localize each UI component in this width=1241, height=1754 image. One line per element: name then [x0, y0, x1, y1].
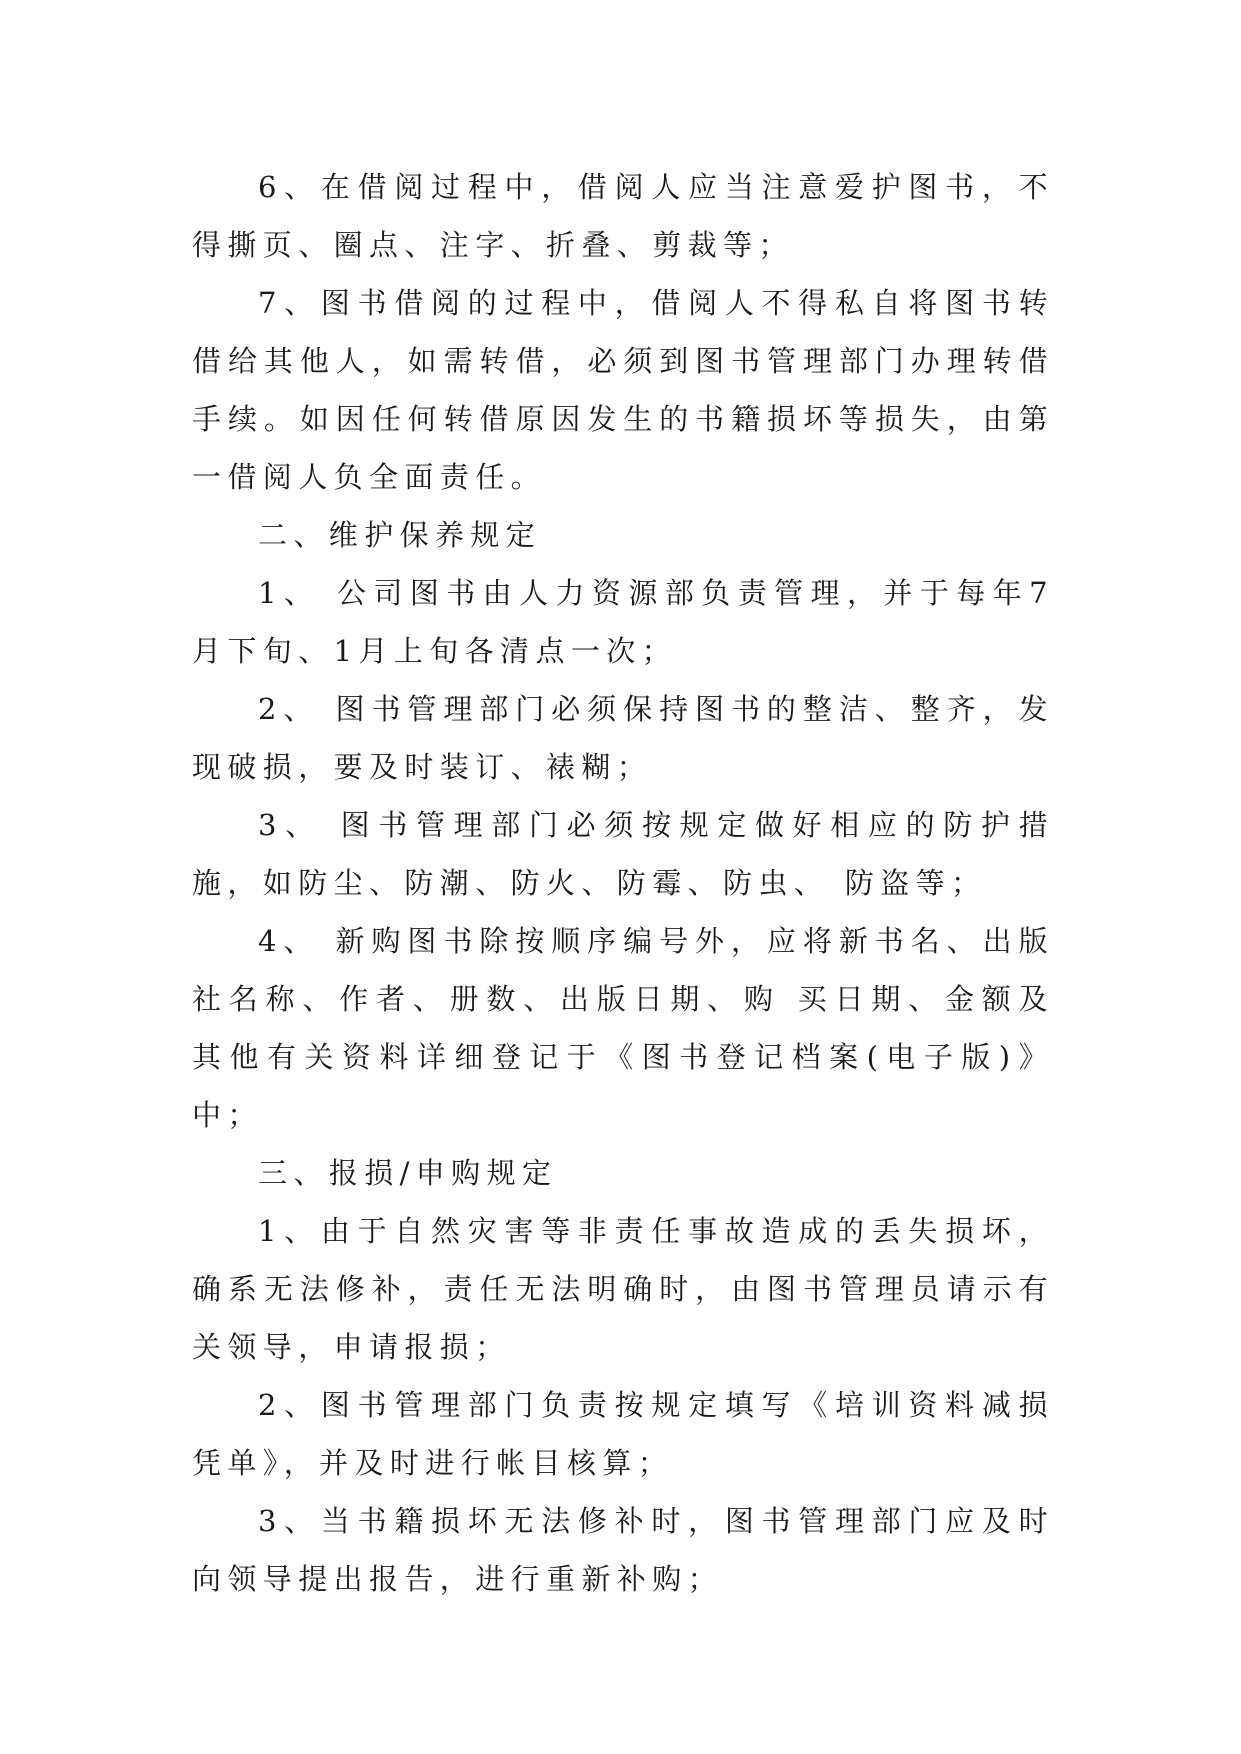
paragraph-loss-3: 3、当书籍损坏无法修补时，图书管理部门应及时向领导提出报告，进行重新补购；	[192, 1504, 1054, 1596]
paragraph-maintenance-1: 1、 公司图书由人力资源部负责管理，并于每年7月下旬、1月上旬各清点一次；	[192, 576, 1054, 668]
document-body	[192, 158, 1054, 1608]
paragraph-maintenance-4: 4、 新购图书除按顺序编号外，应将新书名、出版社名称、作者、册数、出版日期、购 买日期、金额及其他有关资料详细登记于《图书登记档案(电子版)》中；	[192, 924, 1054, 1132]
paragraph-loss-2: 2、图书管理部门负责按规定填写《培训资料减损凭单》，并及时进行帐目核算；	[192, 1388, 1054, 1480]
paragraph-maintenance-3: 3、 图书管理部门必须按规定做好相应的防护措施，如防尘、防潮、防火、防霉、防虫、 防盗等；	[192, 808, 1054, 900]
paragraph-loss-1: 1、由于自然灾害等非责任事故造成的丢失损坏，确系无法修补，责任无法明确时，由图书管理员请示有关领导，申请报损；	[192, 1214, 1054, 1364]
paragraph-rule-7: 7、图书借阅的过程中，借阅人不得私自将图书转借给其他人，如需转借，必须到图书管理部门办理转借手续。如因任何转借原因发生的书籍损坏等损失，由第一借阅人负全面责任。	[192, 286, 1054, 494]
section-heading-loss-purchase: 三、报损/申购规定	[258, 1156, 558, 1190]
paragraph-maintenance-2: 2、 图书管理部门必须保持图书的整洁、整齐，发现破损，要及时装订、裱糊；	[192, 692, 1054, 784]
section-heading-maintenance: 二、维护保养规定	[258, 518, 542, 552]
paragraph-rule-6: 6、在借阅过程中，借阅人应当注意爱护图书，不得撕页、圈点、注字、折叠、剪裁等；	[192, 170, 1054, 262]
